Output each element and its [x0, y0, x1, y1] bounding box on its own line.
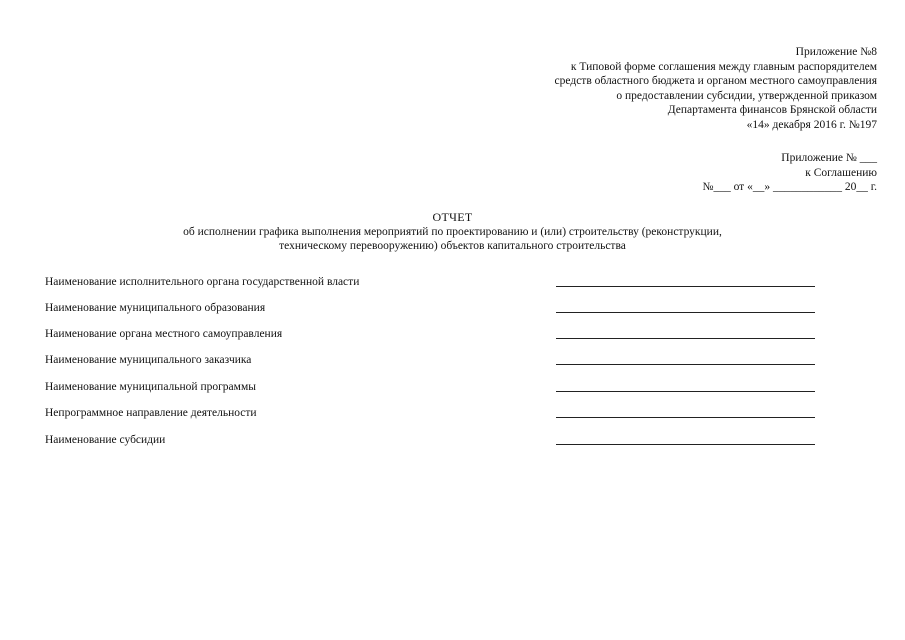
- appendix-line: о предоставлении субсидии, утвержденной приказом: [616, 89, 877, 102]
- agreement-line: Приложение № ___: [781, 152, 877, 164]
- agreement-line: к Соглашению: [805, 166, 877, 179]
- appendix-line: Приложение №8: [795, 46, 877, 58]
- field-label: Наименование исполнительного органа государственной власти: [45, 276, 360, 288]
- form-field-municipality: [45, 301, 815, 327]
- fill-in-line[interactable]: [556, 444, 815, 445]
- field-label: Наименование субсидии: [45, 434, 166, 446]
- field-label: Наименование муниципального образования: [45, 302, 266, 314]
- form-field-executive-body: [45, 275, 815, 301]
- report-subtitle-line: об исполнении графика выполнения мероприятий по проектированию и (или) строительству (реконструкции,: [183, 225, 722, 238]
- form-field-municipal-program: [45, 380, 815, 406]
- report-subtitle-line: техническому перевооружению) объектов капитального строительства: [279, 240, 626, 253]
- agreement-reference: [702, 151, 877, 195]
- report-title: ОТЧЕТ: [432, 210, 473, 224]
- report-title-block: [0, 210, 905, 254]
- fill-in-line[interactable]: [556, 364, 815, 365]
- form-field-municipal-customer: [45, 353, 815, 379]
- appendix-line: к Типовой форме соглашения между главным распорядителем: [570, 60, 877, 73]
- appendix-line: «14» декабря 2016 г. №197: [746, 118, 877, 131]
- fill-in-line[interactable]: [556, 417, 815, 418]
- fill-in-line[interactable]: [556, 312, 815, 313]
- agreement-line: №___ от «__» ____________ 20__ г.: [702, 181, 877, 194]
- field-label: Наименование муниципального заказчика: [45, 354, 252, 366]
- form-field-nonprogram-direction: [45, 406, 815, 432]
- fill-in-line[interactable]: [556, 286, 815, 287]
- field-label: Непрограммное направление деятельности: [45, 407, 257, 419]
- fill-in-line[interactable]: [556, 338, 815, 339]
- fill-in-line[interactable]: [556, 391, 815, 392]
- appendix-header: [555, 45, 877, 133]
- form-field-local-government: [45, 327, 815, 353]
- field-label: Наименование органа местного самоуправления: [45, 328, 283, 340]
- field-label: Наименование муниципальной программы: [45, 381, 256, 393]
- appendix-line: средств областного бюджета и органом местного самоуправления: [554, 75, 877, 88]
- appendix-line: Департамента финансов Брянской области: [667, 104, 877, 117]
- form-field-subsidy-name: [45, 433, 815, 459]
